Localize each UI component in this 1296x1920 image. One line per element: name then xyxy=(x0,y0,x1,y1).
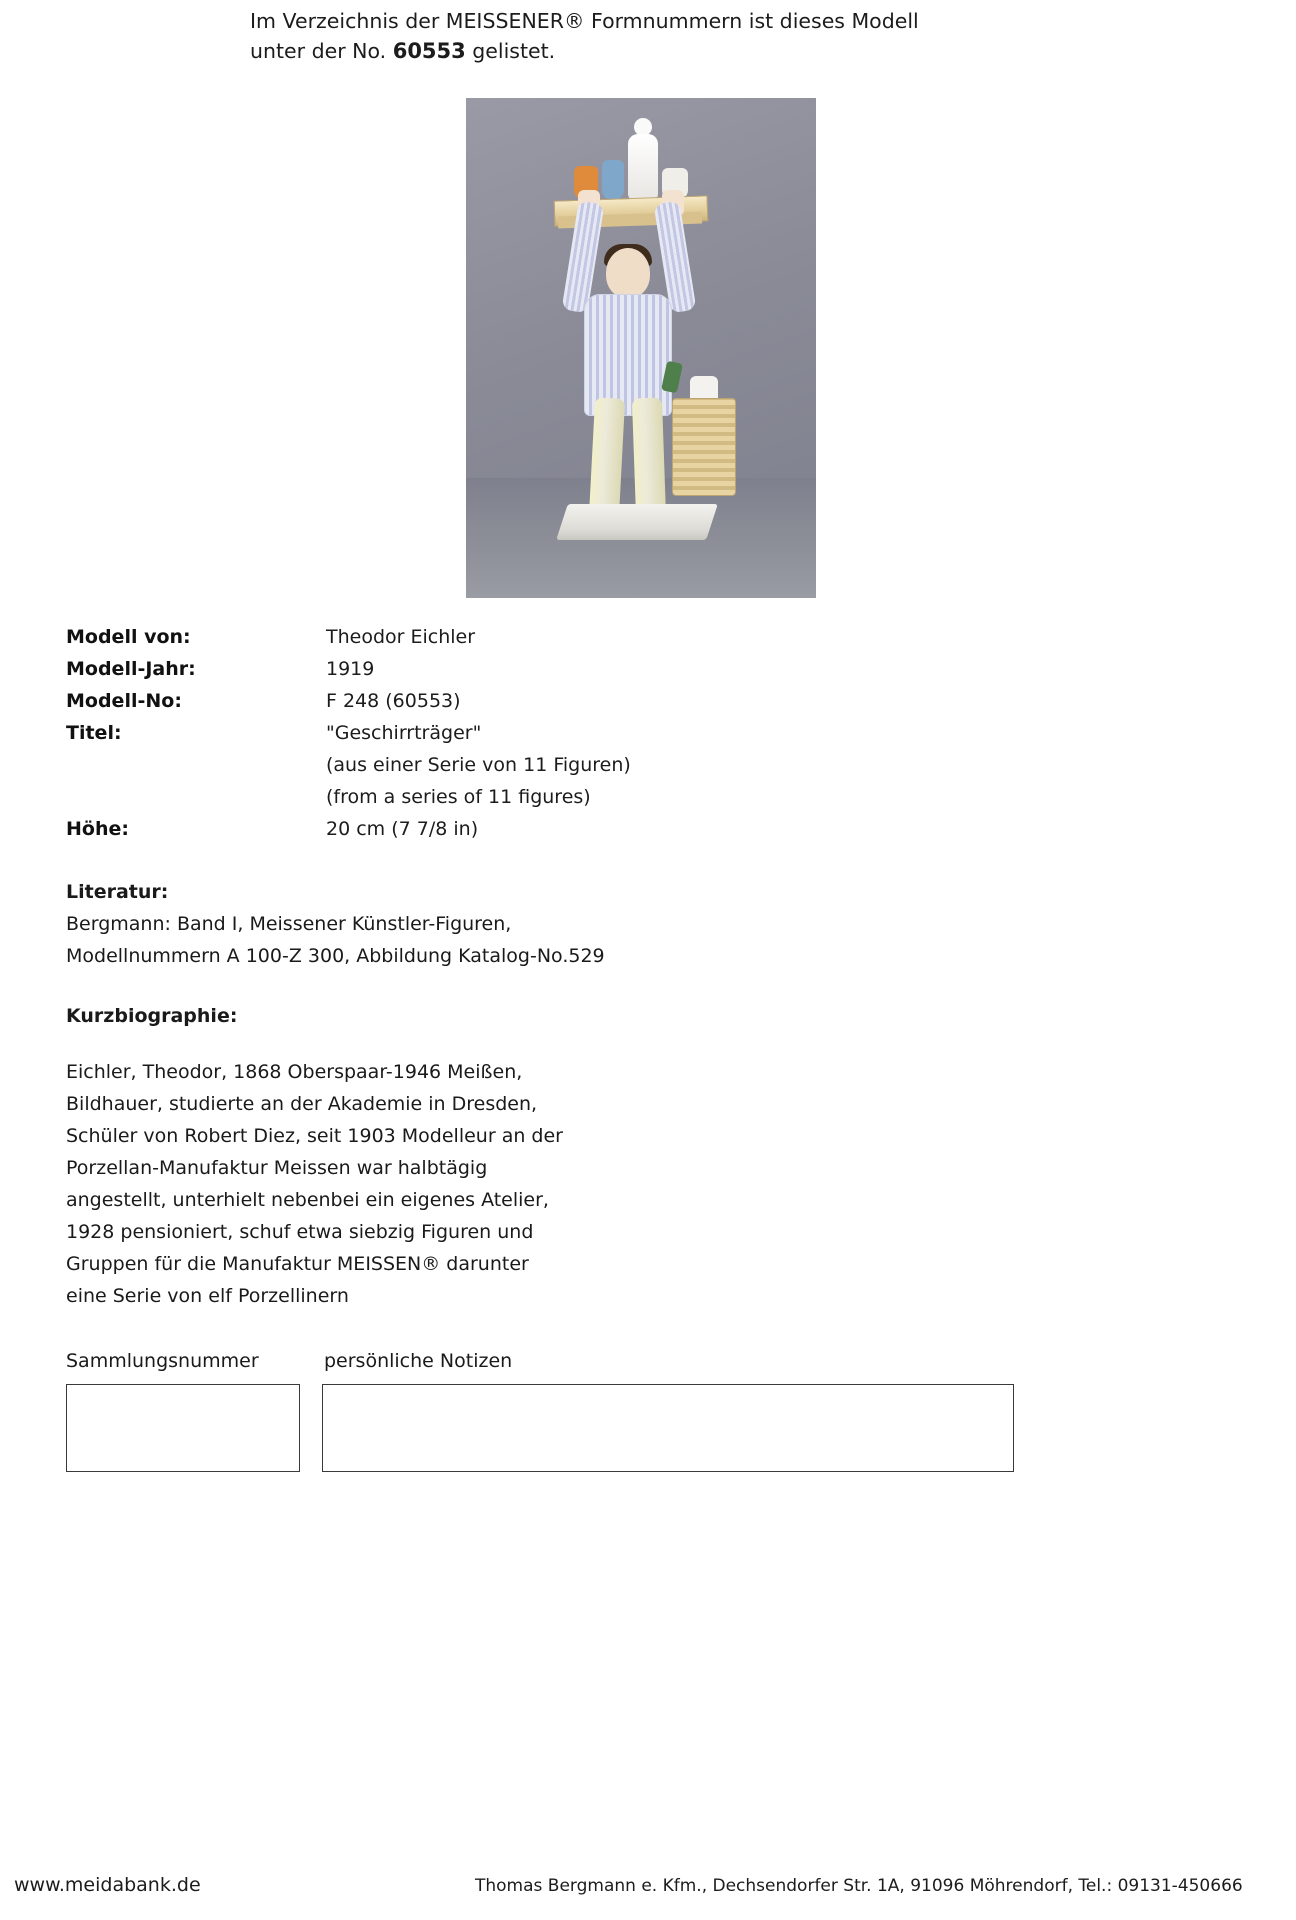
detail-label xyxy=(66,781,326,813)
detail-value: (from a series of 11 figures) xyxy=(326,786,591,808)
biography-body xyxy=(66,1056,966,1312)
detail-row xyxy=(66,621,966,653)
detail-label: Höhe: xyxy=(66,818,129,840)
personal-notes-field[interactable] xyxy=(322,1384,1014,1472)
detail-value: 20 cm (7 7/8 in) xyxy=(326,818,479,840)
collection-number-field[interactable] xyxy=(66,1384,300,1472)
detail-label xyxy=(66,749,326,781)
literature-line-2: Modellnummern A 100-Z 300, Abbildung Katalog-No.529 xyxy=(66,945,605,967)
detail-row xyxy=(66,685,966,717)
detail-row xyxy=(66,749,966,781)
literature-line-1: Bergmann: Band I, Meissener Künstler-Figuren, xyxy=(66,913,512,935)
detail-label: Modell-No: xyxy=(66,690,182,712)
figure-leg-left xyxy=(589,397,625,518)
detail-value: 1919 xyxy=(326,658,375,680)
figure-pot-white-tall xyxy=(628,134,658,200)
detail-row xyxy=(66,781,966,813)
biography-line: angestellt, unterhielt nebenbei ein eigenes Atelier, xyxy=(66,1189,549,1211)
biography-line: 1928 pensioniert, schuf etwa siebzig Figuren und xyxy=(66,1221,534,1243)
detail-value: "Geschirrträger" xyxy=(326,722,482,744)
detail-label: Modell von: xyxy=(66,626,191,648)
biography-line: Gruppen für die Manufaktur MEISSEN® darunter xyxy=(66,1253,529,1275)
model-number-highlight: 60553 xyxy=(392,39,466,63)
detail-value: Theodor Eichler xyxy=(326,626,476,648)
detail-row xyxy=(66,717,966,749)
biography-section xyxy=(66,1000,966,1312)
page-header xyxy=(250,6,1150,66)
figure-photo xyxy=(466,98,816,598)
porcelain-figure xyxy=(466,98,816,598)
figure-torso xyxy=(584,294,672,416)
collection-number-label: Sammlungsnummer xyxy=(66,1350,259,1372)
figure-head xyxy=(606,248,650,298)
header-line-2 xyxy=(250,36,1150,66)
literature-title: Literatur: xyxy=(66,881,169,903)
figure-pot-blue xyxy=(602,160,624,200)
figure-basket xyxy=(672,398,736,496)
detail-row xyxy=(66,813,966,845)
header-line-2-suffix: gelistet. xyxy=(465,39,556,63)
detail-label: Titel: xyxy=(66,722,122,744)
model-details xyxy=(66,621,966,845)
biography-line: Schüler von Robert Diez, seit 1903 Modelleur an der xyxy=(66,1125,563,1147)
detail-value: F 248 (60553) xyxy=(326,690,461,712)
personal-notes-label: persönliche Notizen xyxy=(324,1350,513,1372)
figure-base xyxy=(556,504,718,540)
figure-leg-right xyxy=(632,398,666,519)
biography-line: Porzellan-Manufaktur Meissen war halbtägig xyxy=(66,1157,488,1179)
page-footer xyxy=(0,1870,1296,1910)
literature-section xyxy=(66,876,966,972)
biography-title: Kurzbiographie: xyxy=(66,1005,238,1027)
detail-label: Modell-Jahr: xyxy=(66,658,196,680)
contact-info: Thomas Bergmann e. Kfm., Dechsendorfer Str. 1A, 91096 Möhrendorf, Tel.: 09131-450666 xyxy=(475,1876,1243,1896)
biography-line: eine Serie von elf Porzellinern xyxy=(66,1285,349,1307)
detail-value: (aus einer Serie von 11 Figuren) xyxy=(326,754,631,776)
detail-row xyxy=(66,653,966,685)
header-line-1: Im Verzeichnis der MEISSENER® Formnummern ist dieses Modell xyxy=(250,9,919,33)
website-link[interactable]: www.meidabank.de xyxy=(14,1874,201,1896)
biography-line: Bildhauer, studierte an der Akademie in Dresden, xyxy=(66,1093,538,1115)
biography-line: Eichler, Theodor, 1868 Oberspaar-1946 Meißen, xyxy=(66,1061,523,1083)
header-line-2-prefix: unter der No. xyxy=(250,39,393,63)
